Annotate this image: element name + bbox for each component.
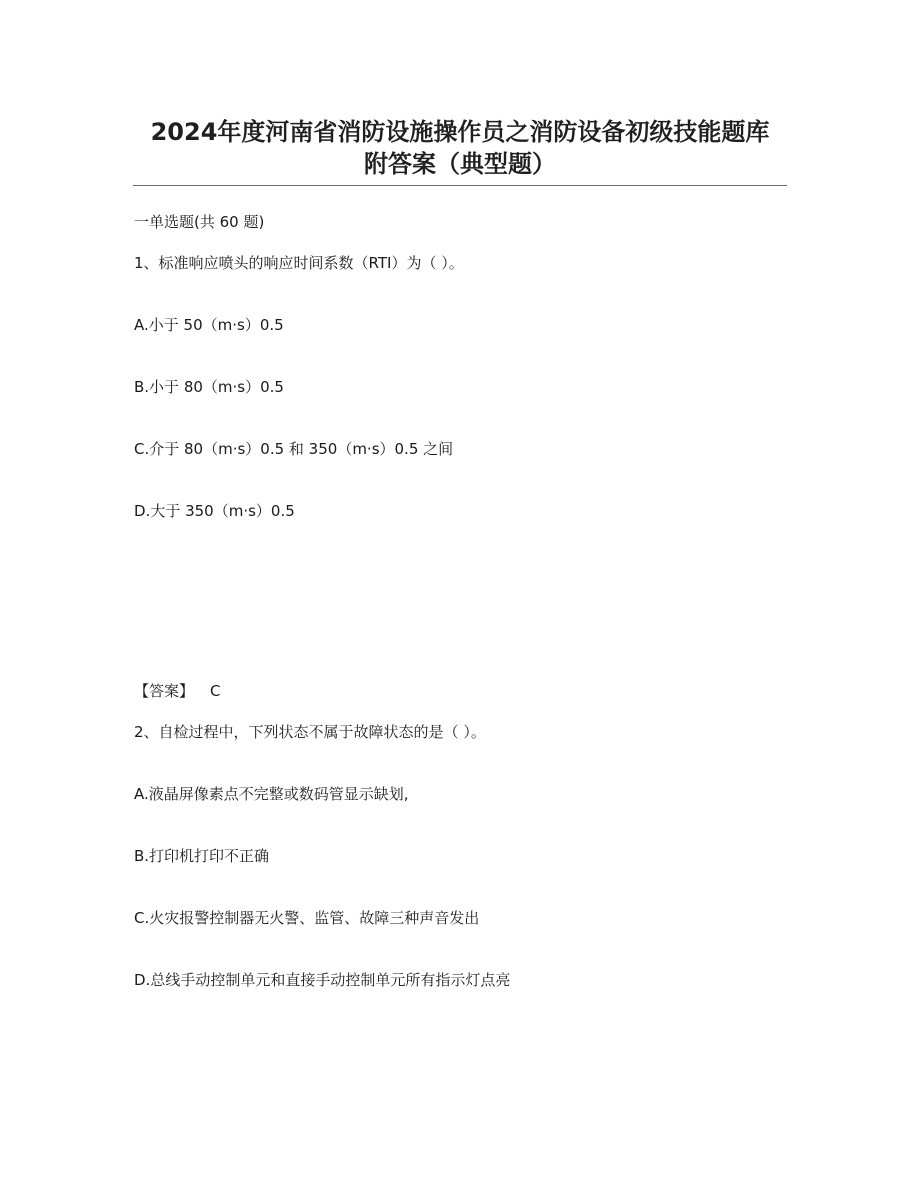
question-1-option-c: C.介于 80（m·s）0.5 和 350（m·s）0.5 之间 [134,440,454,458]
question-1-option-d: D.大于 350（m·s）0.5 [134,502,295,520]
title-divider [133,185,787,186]
question-1-option-b: B.小于 80（m·s）0.5 [134,378,284,396]
question-1-option-a: A.小于 50（m·s）0.5 [134,316,284,334]
question-2-option-a: A.液晶屏像素点不完整或数码管显示缺划, [134,785,409,803]
answer-value: C [210,682,221,700]
question-2-stem: 2、自检过程中，下列状态不属于故障状态的是（ ）。 [134,723,486,741]
question-1-stem: 1、标准响应喷头的响应时间系数（RTI）为（ ）。 [134,254,464,272]
document-title-line-2: 附答案（典型题） [364,150,556,178]
question-1-answer [134,681,221,701]
section-header: 一单选题(共 60 题) [134,213,265,231]
question-2-option-b: B.打印机打印不正确 [134,847,270,865]
question-2-option-c: C.火灾报警控制器无火警、监管、故障三种声音发出 [134,909,480,927]
question-2-option-d: D.总线手动控制单元和直接手动控制单元所有指示灯点亮 [134,971,511,989]
answer-label: 【答案】 [134,682,195,700]
document-title-line-1: 2024年度河南省消防设施操作员之消防设备初级技能题库 [150,118,770,146]
